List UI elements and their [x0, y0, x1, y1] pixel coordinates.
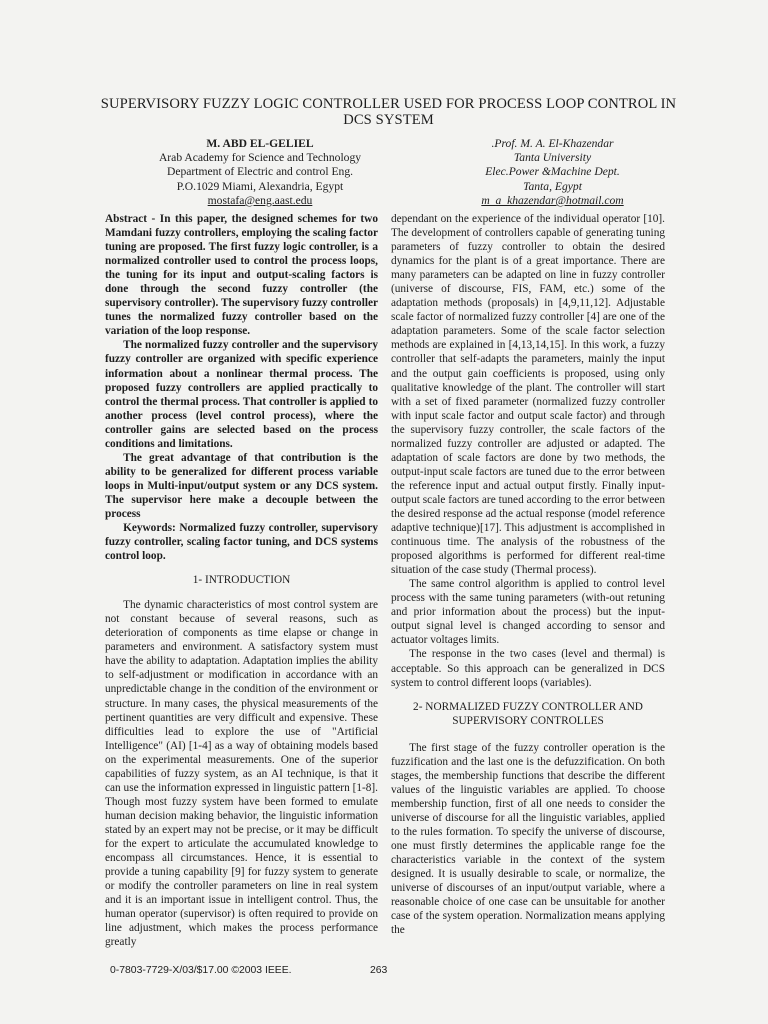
abstract-paragraph-1: Abstract - In this paper, the designed schemes for two Mamdani fuzzy controllers, employing the scaling factor tuning are proposed. The first fuzzy logic controller, is a normalized controller used to control the process loops, the tuning for its input and output-scaling factors is done through the second fuzzy controller (the supervisory controller). The supervisory fuzzy controller tunes the normalized fuzzy controller based on the variation of the loop response. [105, 213, 378, 338]
paper-title: SUPERVISORY FUZZY LOGIC CONTROLLER USED FOR PROCESS LOOP CONTROL IN DCS SYSTEM [100, 96, 677, 128]
author-right-name: .Prof. M. A. El-Khazendar [491, 137, 614, 150]
right-paragraph-4: The first stage of the fuzzy controller operation is the fuzzification and the last one is the defuzzification. On both stages, the membership functions that describe the different values of the linguistic variables are applied. To choose membership function, first of all one needs to consider the universe of discourse for all the linguistic variables, applied to the rules formation. To specify the universe of discourse, one must firstly determines the applicable range foe the characteristics variable in the context of the system designed. It is usually desirable to scale, or normalize, the universe of discourses of an input/output variable, where a reasonable choice of one case can be unsuitable for another case of the system operation. Normalization means applying the [391, 741, 665, 937]
author-left-block [120, 137, 400, 208]
author-left-address: P.O.1029 Miami, Alexandria, Egypt [176, 179, 344, 193]
footer-copyright-code: 0-7803-7729-X/03/$17.00 ©2003 IEEE. [110, 965, 292, 976]
author-right-address: Tanta, Egypt [523, 179, 582, 193]
author-left-name: M. ABD EL-GELIEL [206, 137, 314, 150]
section-2-heading-line-1: 2- NORMALIZED FUZZY CONTROLLER AND [413, 700, 643, 713]
section-2-heading [391, 700, 665, 729]
author-right-department: Elec.Power &Machine Dept. [485, 165, 620, 179]
author-left-email[interactable]: mostafa@eng.aast.edu [207, 193, 313, 207]
footer-page-number: 263 [370, 965, 388, 976]
abstract-paragraph-2: The normalized fuzzy controller and the supervisory fuzzy controller are organized with specific experience information about a nonlinear thermal process. The proposed fuzzy controllers are applied practically to control the thermal process. That controller is applied to another process (level control process), where the controller gains are selected based on the process conditions and limitations. [105, 339, 378, 450]
author-right-email[interactable]: m_a_khazendar@hotmail.com [481, 193, 624, 207]
keywords: Keywords: Normalized fuzzy controller, supervisory fuzzy controller, scaling factor tuning, and DCS systems control loop. [105, 522, 378, 563]
right-paragraph-2: The same control algorithm is applied to control level process with the same tuning parameters (with-out retuning and prior information about the process) but the input-output signal level is changed according to sensor and actuator voltages limits. [391, 578, 665, 647]
introduction-paragraph: The dynamic characteristics of most control system are not constant because of several reasons, such as deterioration of components as time elapse or change in parameters and environment. A satisfactory system must have the ability to adaptation. Adaptation implies the ability to self-adjustment or modification in accordance with an unpredictable change in the condition of the environment or structure. In many cases, the physical measurements of the pertinent quantities are very difficult and expensive. These difficulties lead to explore the use of "Artificial Intelligence" (AI) [1-4] as a way of obtaining models based on the experimental measurements. One of the superior capabilities of fuzzy system, as an AI technique, is that it can use the information expressed in linguistic pattern [1-8]. Though most fuzzy system have been formed to emulate human decision making behavior, the linguistic information stated by an expert may not be precise, or it may be difficult for the expert to articulate the accumulated knowledge to encompass all circumstances. Hence, it is essential to provide a tuning capability [9] for fuzzy system to generate or modify the controller parameters on line in real system and it is an important issue in intelligent control. Thus, the human operator (supervisor) is often required to provide on line adjustment, which makes the process performance greatly [105, 599, 378, 949]
section-1-heading: 1- INTRODUCTION [192, 574, 291, 587]
author-right-affiliation: Tanta University [513, 151, 592, 165]
right-column [391, 212, 665, 937]
right-paragraph-3: The response in the two cases (level and thermal) is acceptable. So this approach can be generalized in DCS system to control different loops (variables). [391, 648, 665, 689]
section-2-heading-line-2: SUPERVISORY CONTROLLES [452, 715, 604, 728]
abstract-paragraph-3: The great advantage of that contribution is the ability to be generalized for different process variable loops in Multi-input/output system or any DCS system. The supervisor here make a decouple between the process [105, 451, 378, 520]
author-left-affiliation: Arab Academy for Science and Technology [158, 151, 362, 165]
author-right-block [410, 137, 695, 208]
left-column [105, 212, 378, 949]
right-paragraph-1: dependant on the experience of the individual operator [10]. The development of controllers capable of generating tuning parameters of fuzzy controller to obtain the desired dynamics for the plant is of a great importance. There are many parameters can be adapted on line in fuzzy controller (universe of discourse, FIS, FAM, etc.) some of the adaptation methods (proposals) in [4,9,11,12]. Adjustable scale factor of normalized fuzzy controller [4] are one of the adaptation parameters. Some of the scale factor selection methods are explained in [4,13,14,15]. In this work, a fuzzy controller that self-adapts the parameters, mainly the input and the output gain coefficients is proposed, using only qualitative knowledge of the plant. The controller will start with a set of fixed parameter (normalized fuzzy controller with input scale factor and output scale factor) and through the supervisory fuzzy controller, the scale factors of the normalized fuzzy controller are adjusted or adapted. The adaptation of scale factors are done by two methods, the output-input scale factors are tuned due to the error between the reference input and actual output firstly. Finally input-output scale factors are tuned according to the error between the desired response ad the actual response (model reference adaptive technique)[17]. This adjustment is accomplished in continuous time. The analysis of the robustness of the proposed algorithms is performed for different real-time situation of the case study (Thermal process). [391, 213, 665, 577]
author-left-department: Department of Electric and control Eng. [166, 165, 354, 179]
